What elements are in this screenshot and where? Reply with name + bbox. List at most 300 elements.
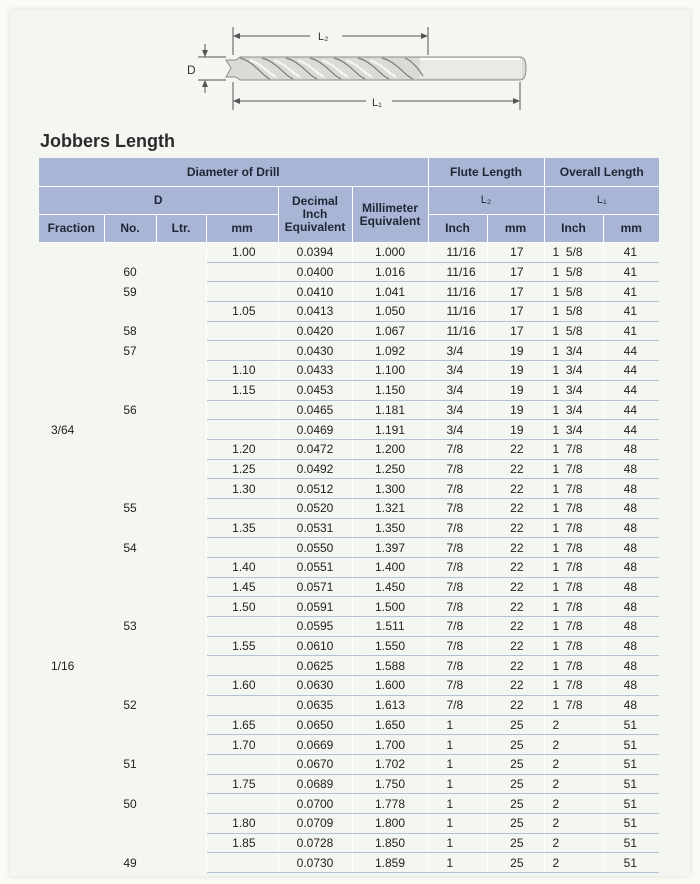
cell-flute-inch: 7/8 [428, 538, 487, 558]
cell-millimeter: 1.511 [352, 617, 428, 637]
cell-overall-inch: 1 7/8 [544, 479, 603, 499]
header-mm: mm [206, 215, 278, 243]
cell-flute-mm: 22 [487, 439, 544, 459]
cell-fraction [39, 262, 104, 282]
cell-fraction [39, 479, 104, 499]
cell-flute-mm: 22 [487, 617, 544, 637]
cell-overall-inch: 1 5/8 [544, 262, 603, 282]
cell-millimeter: 1.250 [352, 459, 428, 479]
cell-mm: 1.05 [206, 302, 278, 322]
cell-millimeter: 1.191 [352, 420, 428, 440]
cell-fraction [39, 676, 104, 696]
d-label: D [187, 63, 196, 77]
table-row [39, 577, 659, 597]
cell-flute-inch: 7/8 [428, 479, 487, 499]
cell-ltr [156, 813, 206, 833]
cell-overall-mm: 48 [603, 558, 659, 578]
table-row [39, 380, 659, 400]
cell-flute-mm: 17 [487, 262, 544, 282]
cell-overall-inch: 1 5/8 [544, 321, 603, 341]
cell-ltr [156, 420, 206, 440]
cell-millimeter: 1.100 [352, 361, 428, 381]
cell-decimal: 0.0469 [278, 420, 352, 440]
cell-fraction [39, 498, 104, 518]
cell-ltr [156, 302, 206, 322]
cell-no: 50 [123, 796, 137, 811]
cell-decimal: 0.0492 [278, 459, 352, 479]
cell-overall-inch: 2 [544, 833, 603, 853]
cell-ltr [156, 341, 206, 361]
cell-decimal: 0.0571 [278, 577, 352, 597]
cell-overall-inch: 1 7/8 [544, 558, 603, 578]
cell-no [104, 735, 156, 755]
cell-millimeter: 1.181 [352, 400, 428, 420]
cell-overall-mm: 51 [603, 754, 659, 774]
cell-millimeter: 1.397 [352, 538, 428, 558]
cell-flute-mm: 22 [487, 518, 544, 538]
cell-mm [206, 617, 278, 637]
cell-overall-mm: 41 [603, 282, 659, 302]
cell-millimeter: 1.588 [352, 656, 428, 676]
cell-flute-mm: 22 [487, 695, 544, 715]
cell-no: 49 [123, 855, 137, 870]
drill-bit-illustration [226, 57, 526, 80]
cell-fraction [39, 538, 104, 558]
table-row [39, 459, 659, 479]
cell-flute-inch: 7/8 [428, 695, 487, 715]
cell-overall-mm: 48 [603, 498, 659, 518]
cell-flute-mm: 19 [487, 400, 544, 420]
cell-decimal: 0.0610 [278, 636, 352, 656]
cell-millimeter: 1.200 [352, 439, 428, 459]
cell-ltr [156, 617, 206, 637]
cell-overall-mm: 44 [603, 341, 659, 361]
cell-fraction [39, 439, 104, 459]
l2-label: L₂ [318, 31, 329, 43]
cell-overall-mm: 48 [603, 518, 659, 538]
cell-fraction [39, 617, 104, 637]
header-l2: L₂ [428, 187, 544, 215]
cell-flute-mm: 17 [487, 282, 544, 302]
cell-decimal: 0.0531 [278, 518, 352, 538]
cell-mm [206, 400, 278, 420]
dimension-d [198, 44, 226, 93]
cell-flute-mm: 22 [487, 558, 544, 578]
cell-mm: 1.60 [206, 676, 278, 696]
cell-overall-inch: 1 7/8 [544, 676, 603, 696]
cell-no: 57 [123, 343, 137, 358]
cell-flute-inch: 3/4 [428, 380, 487, 400]
cell-no: 56 [123, 402, 137, 417]
cell-decimal: 0.0635 [278, 695, 352, 715]
cell-no [104, 420, 156, 440]
cell-flute-mm: 19 [487, 361, 544, 381]
cell-fraction [39, 361, 104, 381]
cell-decimal: 0.0520 [278, 498, 352, 518]
cell-flute-mm: 17 [487, 243, 544, 263]
header-overall-inch: Inch [544, 215, 603, 243]
cell-mm: 1.10 [206, 361, 278, 381]
cell-millimeter: 1.150 [352, 380, 428, 400]
cell-ltr [156, 321, 206, 341]
table-row [39, 558, 659, 578]
cell-no: 53 [123, 619, 137, 634]
cell-flute-mm: 22 [487, 636, 544, 656]
cell-decimal: 0.0420 [278, 321, 352, 341]
cell-overall-inch: 2 [544, 715, 603, 735]
cell-fraction [39, 577, 104, 597]
cell-overall-mm: 41 [603, 262, 659, 282]
cell-mm [206, 794, 278, 814]
table-row [39, 636, 659, 656]
cell-flute-inch: 7/8 [428, 676, 487, 696]
cell-overall-mm: 51 [603, 715, 659, 735]
cell-overall-inch: 1 7/8 [544, 498, 603, 518]
cell-millimeter: 1.850 [352, 833, 428, 853]
cell-mm [206, 498, 278, 518]
cell-overall-inch: 1 3/4 [544, 361, 603, 381]
cell-flute-mm: 25 [487, 833, 544, 853]
cell-flute-mm: 25 [487, 735, 544, 755]
table-row [39, 243, 659, 263]
cell-decimal: 0.0669 [278, 735, 352, 755]
table-header [39, 158, 659, 243]
header-ltr: Ltr. [156, 215, 206, 243]
header-millimeter-equivalent: Millimeter Equivalent [352, 187, 428, 243]
table-row [39, 400, 659, 420]
cell-no [104, 558, 156, 578]
cell-millimeter: 1.859 [352, 853, 428, 873]
table-row [39, 439, 659, 459]
cell-flute-mm: 19 [487, 380, 544, 400]
cell-overall-mm: 51 [603, 774, 659, 794]
cell-fraction [39, 715, 104, 735]
cell-no [104, 656, 156, 676]
cell-overall-mm: 44 [603, 380, 659, 400]
cell-millimeter: 1.650 [352, 715, 428, 735]
cell-fraction [39, 321, 104, 341]
table-body [39, 243, 659, 873]
table-row [39, 617, 659, 637]
cell-ltr [156, 361, 206, 381]
cell-mm: 1.25 [206, 459, 278, 479]
cell-mm [206, 341, 278, 361]
cell-flute-inch: 7/8 [428, 459, 487, 479]
cell-fraction: 3/64 [51, 422, 75, 437]
cell-ltr [156, 400, 206, 420]
cell-ltr [156, 380, 206, 400]
cell-ltr [156, 479, 206, 499]
cell-decimal: 0.0625 [278, 656, 352, 676]
cell-mm [206, 538, 278, 558]
cell-no [104, 597, 156, 617]
header-flute-inch: Inch [428, 215, 487, 243]
cell-flute-mm: 19 [487, 420, 544, 440]
cell-overall-mm: 44 [603, 361, 659, 381]
l1-label: L₁ [372, 97, 382, 109]
cell-ltr [156, 243, 206, 263]
table-row [39, 853, 659, 873]
cell-overall-mm: 51 [603, 735, 659, 755]
cell-flute-mm: 25 [487, 813, 544, 833]
cell-decimal: 0.0709 [278, 813, 352, 833]
cell-fraction [39, 833, 104, 853]
cell-no [104, 577, 156, 597]
cell-flute-inch: 1 [428, 754, 487, 774]
table-row [39, 341, 659, 361]
cell-flute-mm: 25 [487, 853, 544, 873]
cell-ltr [156, 577, 206, 597]
cell-overall-inch: 1 7/8 [544, 636, 603, 656]
cell-decimal: 0.0670 [278, 754, 352, 774]
cell-fraction [39, 735, 104, 755]
cell-overall-mm: 48 [603, 479, 659, 499]
cell-no: 51 [123, 757, 137, 772]
cell-overall-inch: 2 [544, 853, 603, 873]
table-row [39, 302, 659, 322]
table-row [39, 597, 659, 617]
cell-overall-inch: 1 7/8 [544, 695, 603, 715]
cell-flute-inch: 7/8 [428, 558, 487, 578]
header-overall-length: Overall Length [544, 158, 659, 187]
cell-millimeter: 1.016 [352, 262, 428, 282]
cell-millimeter: 1.778 [352, 794, 428, 814]
cell-overall-mm: 48 [603, 538, 659, 558]
cell-ltr [156, 774, 206, 794]
cell-ltr [156, 853, 206, 873]
cell-no: 59 [123, 284, 137, 299]
cell-no [104, 676, 156, 696]
cell-no [104, 302, 156, 322]
cell-flute-mm: 17 [487, 321, 544, 341]
cell-overall-mm: 41 [603, 243, 659, 263]
cell-decimal: 0.0430 [278, 341, 352, 361]
cell-flute-mm: 22 [487, 597, 544, 617]
header-diameter: Diameter of Drill [39, 158, 428, 187]
cell-mm: 1.35 [206, 518, 278, 538]
cell-ltr [156, 439, 206, 459]
cell-overall-inch: 1 3/4 [544, 380, 603, 400]
cell-ltr [156, 558, 206, 578]
cell-flute-mm: 22 [487, 577, 544, 597]
cell-flute-inch: 7/8 [428, 577, 487, 597]
cell-overall-mm: 44 [603, 420, 659, 440]
header-l1: L₁ [544, 187, 659, 215]
cell-ltr [156, 715, 206, 735]
cell-mm: 1.70 [206, 735, 278, 755]
cell-no: 58 [123, 324, 137, 339]
cell-mm: 1.80 [206, 813, 278, 833]
dimension-l2 [233, 27, 428, 55]
cell-no [104, 833, 156, 853]
cell-fraction [39, 813, 104, 833]
cell-flute-mm: 22 [487, 656, 544, 676]
cell-mm: 1.40 [206, 558, 278, 578]
cell-decimal: 0.0472 [278, 439, 352, 459]
cell-flute-inch: 1 [428, 774, 487, 794]
table-row [39, 774, 659, 794]
cell-ltr [156, 833, 206, 853]
header-flute-mm: mm [487, 215, 544, 243]
cell-ltr [156, 498, 206, 518]
cell-no [104, 518, 156, 538]
cell-ltr [156, 262, 206, 282]
header-d: D [39, 187, 278, 215]
cell-millimeter: 1.613 [352, 695, 428, 715]
cell-millimeter: 1.450 [352, 577, 428, 597]
cell-no: 52 [123, 698, 137, 713]
table-row [39, 656, 659, 676]
cell-ltr [156, 735, 206, 755]
cell-decimal: 0.0512 [278, 479, 352, 499]
cell-millimeter: 1.700 [352, 735, 428, 755]
cell-overall-mm: 41 [603, 321, 659, 341]
page-title: Jobbers Length [40, 131, 176, 151]
cell-flute-inch: 7/8 [428, 439, 487, 459]
cell-flute-mm: 17 [487, 302, 544, 322]
cell-flute-inch: 3/4 [428, 420, 487, 440]
cell-fraction: 1/16 [51, 658, 75, 673]
header-overall-mm: mm [603, 215, 659, 243]
cell-millimeter: 1.092 [352, 341, 428, 361]
cell-flute-inch: 1 [428, 853, 487, 873]
cell-overall-mm: 51 [603, 813, 659, 833]
cell-overall-inch: 2 [544, 774, 603, 794]
cell-flute-mm: 25 [487, 754, 544, 774]
table-row [39, 498, 659, 518]
cell-mm: 1.15 [206, 380, 278, 400]
cell-fraction [39, 754, 104, 774]
cell-mm: 1.20 [206, 439, 278, 459]
cell-overall-mm: 41 [603, 302, 659, 322]
table-row [39, 813, 659, 833]
cell-decimal: 0.0400 [278, 262, 352, 282]
cell-ltr [156, 597, 206, 617]
cell-no [104, 361, 156, 381]
cell-fraction [39, 558, 104, 578]
cell-flute-inch: 7/8 [428, 597, 487, 617]
cell-flute-mm: 22 [487, 459, 544, 479]
cell-ltr [156, 676, 206, 696]
cell-mm: 1.85 [206, 833, 278, 853]
cell-overall-mm: 48 [603, 676, 659, 696]
cell-mm [206, 262, 278, 282]
cell-overall-inch: 1 7/8 [544, 577, 603, 597]
cell-decimal: 0.0730 [278, 853, 352, 873]
cell-millimeter: 1.321 [352, 498, 428, 518]
header-decimal-inch: Decimal Inch Equivalent [278, 187, 352, 243]
cell-fraction [39, 341, 104, 361]
cell-millimeter: 1.050 [352, 302, 428, 322]
cell-overall-mm: 48 [603, 597, 659, 617]
cell-overall-mm: 48 [603, 459, 659, 479]
cell-no [104, 774, 156, 794]
table-row [39, 695, 659, 715]
cell-flute-mm: 22 [487, 498, 544, 518]
cell-overall-inch: 1 7/8 [544, 656, 603, 676]
cell-overall-inch: 2 [544, 735, 603, 755]
cell-flute-inch: 1 [428, 735, 487, 755]
table-row [39, 676, 659, 696]
header-no: No. [104, 215, 156, 243]
cell-flute-inch: 3/4 [428, 400, 487, 420]
cell-decimal: 0.0595 [278, 617, 352, 637]
cell-mm: 1.45 [206, 577, 278, 597]
cell-no [104, 715, 156, 735]
cell-millimeter: 1.067 [352, 321, 428, 341]
cell-mm: 1.50 [206, 597, 278, 617]
cell-flute-inch: 3/4 [428, 361, 487, 381]
cell-overall-inch: 1 7/8 [544, 597, 603, 617]
cell-decimal: 0.0630 [278, 676, 352, 696]
cell-flute-inch: 1 [428, 794, 487, 814]
cell-flute-inch: 7/8 [428, 518, 487, 538]
cell-no [104, 813, 156, 833]
cell-fraction [39, 794, 104, 814]
cell-mm: 1.00 [206, 243, 278, 263]
cell-overall-mm: 51 [603, 853, 659, 873]
cell-mm [206, 695, 278, 715]
cell-decimal: 0.0700 [278, 794, 352, 814]
cell-fraction [39, 518, 104, 538]
cell-decimal: 0.0410 [278, 282, 352, 302]
cell-overall-mm: 48 [603, 695, 659, 715]
cell-no [104, 636, 156, 656]
cell-overall-inch: 1 3/4 [544, 400, 603, 420]
table-row [39, 361, 659, 381]
cell-overall-inch: 1 7/8 [544, 439, 603, 459]
cell-overall-inch: 1 5/8 [544, 243, 603, 263]
cell-millimeter: 1.600 [352, 676, 428, 696]
drill-size-table [39, 158, 659, 873]
cell-flute-mm: 22 [487, 479, 544, 499]
cell-flute-inch: 7/8 [428, 498, 487, 518]
cell-overall-mm: 44 [603, 400, 659, 420]
cell-overall-inch: 1 3/4 [544, 420, 603, 440]
cell-flute-mm: 25 [487, 794, 544, 814]
cell-mm [206, 656, 278, 676]
cell-millimeter: 1.300 [352, 479, 428, 499]
cell-no [104, 479, 156, 499]
drill-diagram [0, 0, 700, 125]
cell-ltr [156, 794, 206, 814]
cell-no [104, 459, 156, 479]
cell-overall-inch: 1 3/4 [544, 341, 603, 361]
cell-overall-mm: 48 [603, 656, 659, 676]
table-row [39, 538, 659, 558]
cell-no: 60 [123, 265, 137, 280]
cell-overall-inch: 2 [544, 794, 603, 814]
cell-flute-inch: 11/16 [428, 262, 487, 282]
cell-fraction [39, 774, 104, 794]
cell-overall-inch: 1 5/8 [544, 302, 603, 322]
cell-decimal: 0.0650 [278, 715, 352, 735]
cell-millimeter: 1.350 [352, 518, 428, 538]
header-flute-length: Flute Length [428, 158, 544, 187]
cell-mm: 1.75 [206, 774, 278, 794]
cell-overall-mm: 48 [603, 439, 659, 459]
cell-flute-inch: 1 [428, 813, 487, 833]
table-row [39, 833, 659, 853]
cell-fraction [39, 243, 104, 263]
cell-mm [206, 853, 278, 873]
cell-no: 54 [123, 540, 137, 555]
cell-flute-inch: 7/8 [428, 617, 487, 637]
cell-no [104, 243, 156, 263]
table-row [39, 754, 659, 774]
cell-fraction [39, 695, 104, 715]
cell-ltr [156, 695, 206, 715]
